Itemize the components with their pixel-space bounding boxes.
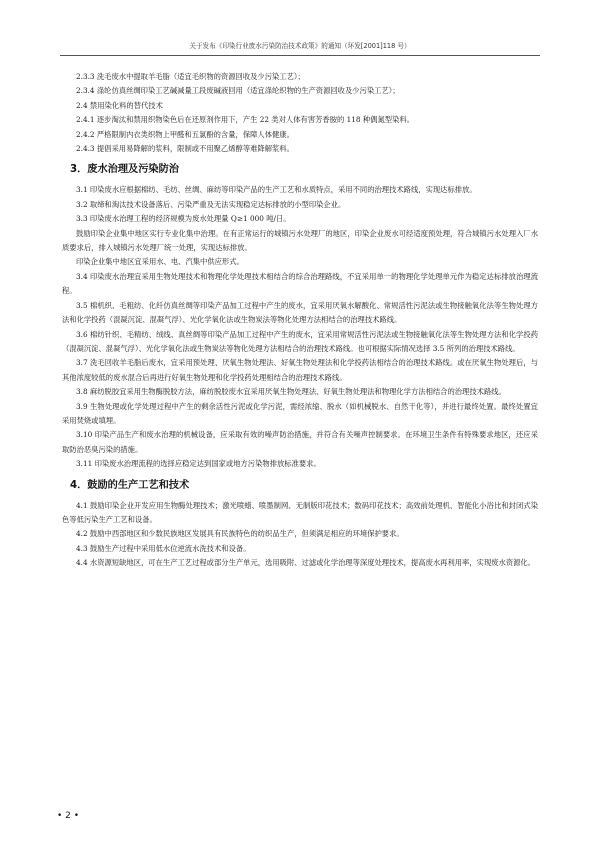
paragraph: 3.6 棉纺针织、毛精纺、绒线、真丝绸等印染产品加工过程中产生的废水，宜采用常规活性污泥法或生物接触氧化法等生物处理方法和化学投药（混凝沉淀、混凝气浮）、光化学氧化法或生物炭法等物化处理方法相结合的治理技术路线。也可根据实际情况选择 3.5 所列的治理技术路线。 <box>62 329 538 353</box>
paragraph: 2.4.2 严格限制内衣类织物上甲醛和五氯酚的含量，保障人体健康。 <box>76 129 294 139</box>
paragraph: 3.1 印染废水应根据棉纺、毛纺、丝绸、麻纺等印染产品的生产工艺和水质特点，采用不同的治理技术路线，实现达标排放。 <box>76 185 477 195</box>
header-divider <box>60 55 540 56</box>
paragraph: 3.9 生物处理或化学处理过程中产生的剩余活性污泥或化学污泥，需经浓缩、脱水（如机械脱水、自然干化等），并进行最终处置。最终处置宜采用焚烧或填埋。 <box>62 401 538 425</box>
paragraph: 3.11 印染废水治理流程的选择应稳定达到国家或地方污染物排放标准要求。 <box>76 459 321 469</box>
paragraph: 2.3.4 涤纶仿真丝绸印染工艺碱减量工段废碱液回用（适宜涤纶织物的生产资源回收及少污染工艺）； <box>76 86 400 96</box>
paragraph: 4.1 鼓励印染企业开发应用生物酶处理技术；激光喷蜡、喷墨制网、无制版印花技术；数码印花技术；高效前处理机、智能化小浴比和封闭式染色等低污染生产工艺和设备。 <box>62 500 538 524</box>
paragraph: 4.3 鼓励生产过程中采用低水位逆流水洗技术和设备。 <box>76 543 251 553</box>
paragraph: 3.2 取缔和淘汰技术设备落后、污染严重及无法实现稳定达标排放的小型印染企业。 <box>76 199 346 209</box>
paragraph: 3.7 洗毛回收羊毛脂后废水，宜采用预处理、厌氧生物处理法、好氧生物处理法和化学投药法相结合的治理技术路线。或在厌氧生物处理后，与其他浓度较低的废水混合后再进行好氧生物处理和化学投药处理相结合的治理技术路线。 <box>62 358 538 382</box>
paragraph: 3.8 麻纺脱胶宜采用生物酶脱胶方法，麻纺脱胶废水宜采用厌氧生物处理法、好氧生物处理法和物理化学方法相结合的治理技术路线。 <box>76 387 506 397</box>
section-heading: 3．废水治理及污染防治 <box>70 164 179 176</box>
page-number: • 2 • <box>57 811 80 821</box>
paragraph: 4.2 鼓励中西部地区和少数民族地区发展具有民族特色的纺织品生产，但须满足相应的环境保护要求。 <box>76 529 404 539</box>
paragraph: 印染企业集中地区宜采用水、电、汽集中供应形式。 <box>76 257 244 267</box>
paragraph: 3.5 棉机织、毛粗纺、化纤仿真丝绸等印染产品加工过程中产生的废水，宜采用厌氧水解酸化、常规活性污泥法或生物接触氧化法等生物处理方法和化学投药（混凝沉淀、混凝气浮）、光化学氧化法或生物炭法等物化处理方法相结合的治理技术路线。 <box>62 300 538 325</box>
paragraph: 4.4 水资源短缺地区，可在生产工艺过程或部分生产单元，选用吸附、过滤或化学治理等深度处理技术，提高废水再利用率，实现废水资源化。 <box>76 558 536 568</box>
running-header: 关于发布《印染行业废水污染防治技术政策》的通知（环发[2001]118 号） <box>189 42 411 50</box>
paragraph: 3.3 印染废水治理工程的经济规模为废水处理量 Q≥1 000 吨/日。 <box>76 214 291 224</box>
paragraph: 2.4 禁用染化料的替代技术 <box>76 100 163 110</box>
paragraph: 3.4 印染废水治理宜采用生物处理技术和物理化学处理技术相结合的综合治理路线，不宜采用单一的物理化学处理单元作为稳定达标排放治理流程。 <box>62 271 538 296</box>
paragraph: 鼓励印染企业集中地区实行专业化集中治理。在有正常运行的城镇污水处理厂的地区，印染企业废水可经适度预处理，符合城镇污水处理入厂水质要求后，排入城镇污水处理厂统一处理，实现达标排放。 <box>62 228 538 253</box>
paragraph: 2.4.1 逐步淘汰和禁用织物染色后在还原剂作用下，产生 22 类对人体有害芳香胺的 118 种偶氮型染料。 <box>76 115 414 125</box>
section-heading: 4．鼓励的生产工艺和技术 <box>70 479 190 491</box>
paragraph: 3.10 印染产品生产和废水治理的机械设备，应采取有效的噪声防治措施，并符合有关噪声控制要求。在环境卫生条件有特殊要求地区，还应采取防治恶臭污染的措施。 <box>62 430 538 454</box>
paragraph: 2.4.3 提倡采用易降解的浆料，限制或不用聚乙烯醇等难降解浆料。 <box>76 144 294 154</box>
paragraph: 2.3.3 洗毛废水中提取羊毛脂（适宜毛织物的资源回收及少污染工艺）； <box>76 72 305 81</box>
document-body <box>62 70 538 571</box>
